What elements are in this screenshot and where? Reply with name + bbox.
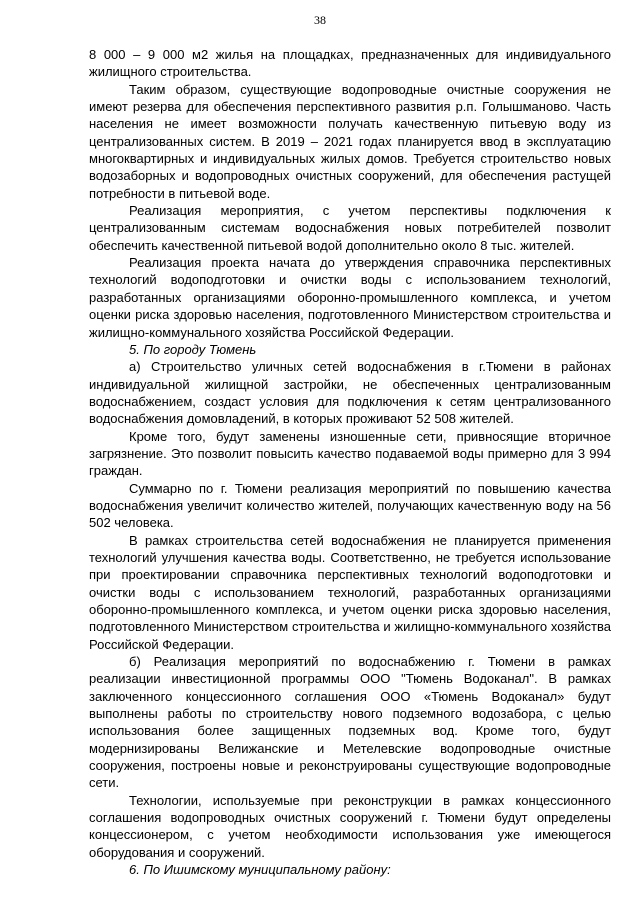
section-heading: 6. По Ишимскому муниципальному району: bbox=[129, 862, 391, 878]
paragraph: а) Строительство уличных сетей водоснабжения в г.Тюмени в районах индивидуальной жилищной застройки, не обеспеченных централизованным водоснабжением, создаст условия для подключения к сетям централизованного водоснабжения домовладений, в которых проживают 52 508 жителей. bbox=[89, 359, 611, 427]
paragraph: Реализация проекта начата до утверждения справочника перспективных технологий водоподготовки и очистки воды с использованием технологий, разработанных организациями оборонно-промышленного комплекса, и учетом оценки риска здоровью населения, подготовленного Министерством строительства и жилищно-коммунального хозяйства Российской Федерации. bbox=[89, 255, 611, 340]
paragraph: Суммарно по г. Тюмени реализация мероприятий по повышению качества водоснабжения увеличит количество жителей, получающих качественную воду на 56 502 человека. bbox=[89, 480, 611, 531]
page-number: 38 bbox=[314, 13, 326, 27]
paragraph: 8 000 – 9 000 м2 жилья на площадках, предназначенных для индивидуального жилищного строительства. bbox=[89, 47, 611, 80]
paragraph: б) Реализация мероприятий по водоснабжению г. Тюмени в рамках реализации инвестиционной программы ООО "Тюмень Водоканал". В рамках заключенного концессионного соглашения ООО «Тюмень Водоканал» будут выполнены работы по строительству нового подземного водозабора, с целью использования более защищенных подземных вод. Кроме того, будут модернизированы Велижанские и Метелевские водопроводные очистные сооружения, построены новые и реконструированы существующие водопроводные сети. bbox=[89, 654, 611, 791]
paragraph: Технологии, используемые при реконструкции в рамках концессионного соглашения водопроводных очистных сооружений г. Тюмени будут определены концессионером, с учетом необходимости использования уже имеющегося оборудования и сооружений. bbox=[89, 792, 611, 860]
paragraph: В рамках строительства сетей водоснабжения не планируется применения технологий улучшения качества воды. Соответственно, не требуется использование при проектировании справочника перспективных технологий водоподготовки и очистки воды с использованием технологий, разработанных организациями оборонно-промышленного комплекса, и учетом оценки риска здоровью населения, подготовленного Министерством строительства и жилищно-коммунального хозяйства Российской Федерации. bbox=[89, 532, 611, 652]
paragraph: Реализация мероприятия, с учетом перспективы подключения к централизованным системам водоснабжения новых потребителей позволит обеспечить качественной питьевой водой дополнительно около 8 тыс. жителей. bbox=[89, 203, 611, 253]
section-heading: 5. По городу Тюмень bbox=[129, 341, 257, 357]
paragraph: Кроме того, будут заменены изношенные сети, привносящие вторичное загрязнение. Это позволит повысить качество подаваемой воды примерно для 3 994 граждан. bbox=[89, 428, 611, 479]
paragraph: Таким образом, существующие водопроводные очистные сооружения не имеют резерва для обеспечения перспективного развития р.п. Голышманово. Часть населения не имеет возможности получать качественную питьевую воду из централизованных систем. В 2019 – 2021 годах планируется ввод в эксплуатацию многоквартирных и индивидуальных жилых домов. Требуется строительство новых водозаборных и водопроводных очистных сооружений, для обеспечения растущей потребности в питьевой воде. bbox=[89, 81, 611, 201]
document-body bbox=[89, 46, 611, 879]
